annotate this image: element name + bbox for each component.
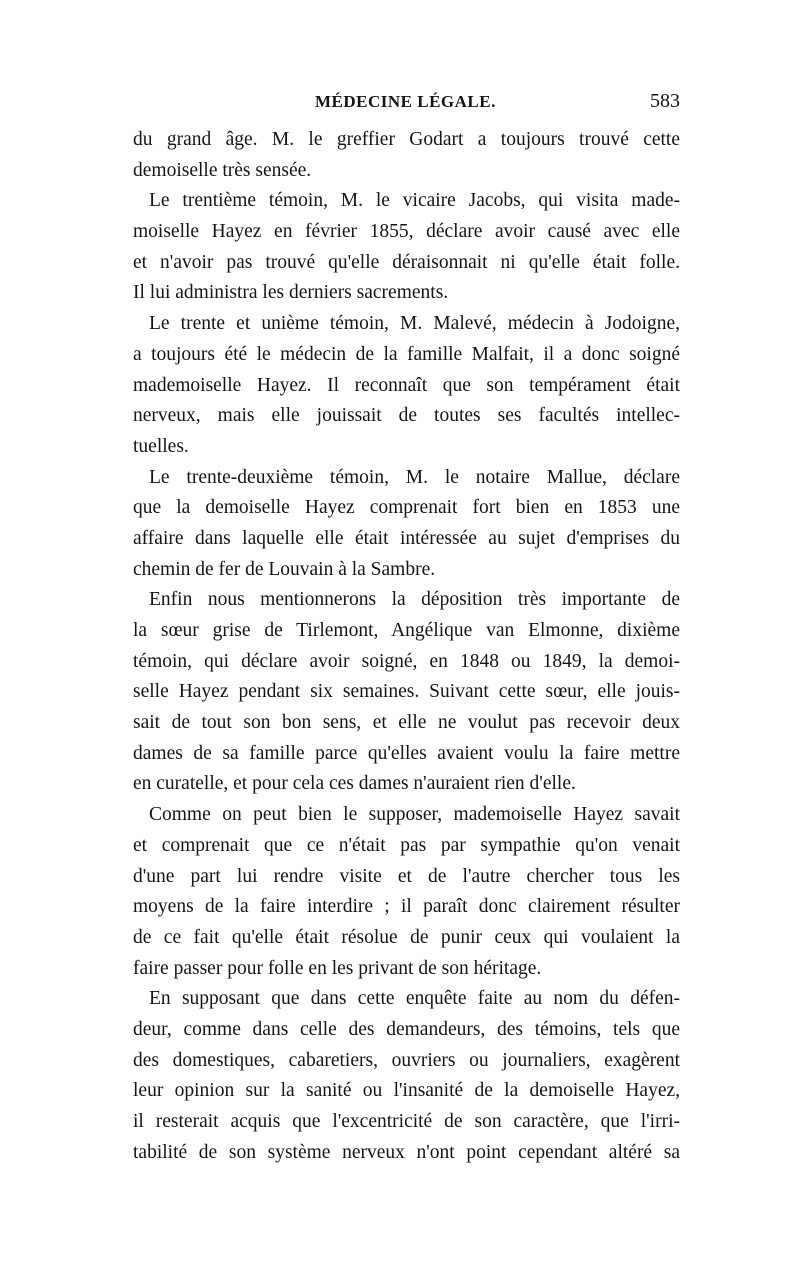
text-line: sait de tout son bon sens, et elle ne voulut pas recevoir deux: [133, 712, 680, 734]
page-header: [133, 92, 680, 120]
text-line: la sœur grise de Tirlemont, Angélique van Elmonne, dixième: [133, 620, 680, 641]
text-line: demoiselle très sensée.: [133, 159, 312, 181]
text-line: tuelles.: [133, 435, 189, 457]
text-line: leur opinion sur la sanité ou l'insanité de la demoiselle Hayez,: [133, 1080, 680, 1102]
text-line: moyens de la faire interdire ; il paraît donc clairement résulter: [133, 896, 680, 918]
text-line: tabilité de son système nerveux n'ont point cependant altéré sa: [133, 1141, 680, 1163]
text-line: d'une part lui rendre visite et de l'autre chercher tous les: [133, 865, 680, 887]
text-line: affaire dans laquelle elle était intéressée au sujet d'emprises du: [133, 527, 680, 549]
text-line: il resterait acquis que l'excentricité de son caractère, que l'irri-: [133, 1111, 680, 1132]
text-line: chemin de fer de Louvain à la Sambre.: [133, 558, 436, 580]
text-line: faire passer pour folle en les privant de son héritage.: [133, 957, 542, 979]
text-line: En supposant que dans cette enquête faite au nom du défen-: [149, 988, 680, 1010]
text-line: et n'avoir pas trouvé qu'elle déraisonnait ni qu'elle était folle.: [133, 251, 680, 273]
text-line: Enfin nous mentionnerons la déposition très importante de: [149, 589, 680, 611]
text-line: a toujours été le médecin de la famille Malfait, il a donc soigné: [133, 343, 680, 365]
text-line: mademoiselle Hayez. Il reconnaît que son tempérament était: [133, 374, 680, 396]
text-line: de ce fait qu'elle était résolue de punir ceux qui voulaient la: [133, 926, 680, 948]
text-line: dames de sa famille parce qu'elles avaient voulu la faire mettre: [133, 742, 680, 764]
text-line: et comprenait que ce n'était pas par sympathie qu'on venait: [133, 834, 680, 856]
text-line: Le trentième témoin, M. le vicaire Jacobs, qui visita made-: [149, 190, 680, 212]
text-line: des domestiques, cabaretiers, ouvriers ou journaliers, exagèrent: [133, 1049, 680, 1071]
text-line: Le trente et unième témoin, M. Malevé, médecin à Jodoigne,: [149, 313, 680, 335]
text-line: du grand âge. M. le greffier Godart a toujours trouvé cette: [133, 129, 680, 150]
text-line: que la demoiselle Hayez comprenait fort bien en 1853 une: [133, 497, 680, 519]
body-text: [133, 125, 680, 1168]
text-line: témoin, qui déclare avoir soigné, en 1848 ou 1849, la demoi-: [133, 650, 680, 672]
text-line: selle Hayez pendant six semaines. Suivant cette sœur, elle jouis-: [133, 681, 680, 703]
running-title: MÉDECINE LÉGALE.: [315, 92, 496, 111]
text-line: Le trente-deuxième témoin, M. le notaire Mallue, déclare: [149, 466, 680, 488]
text-line: deur, comme dans celle des demandeurs, des témoins, tels que: [133, 1018, 680, 1040]
text-line: nerveux, mais elle jouissait de toutes ses facultés intellec-: [133, 405, 680, 427]
text-line: en curatelle, et pour cela ces dames n'auraient rien d'elle.: [133, 773, 576, 795]
text-line: Il lui administra les derniers sacrements.: [133, 282, 449, 304]
page-number: 583: [650, 90, 680, 112]
text-line: Comme on peut bien le supposer, mademoiselle Hayez savait: [149, 804, 680, 826]
text-line: moiselle Hayez en février 1855, déclare avoir causé avec elle: [133, 221, 680, 243]
